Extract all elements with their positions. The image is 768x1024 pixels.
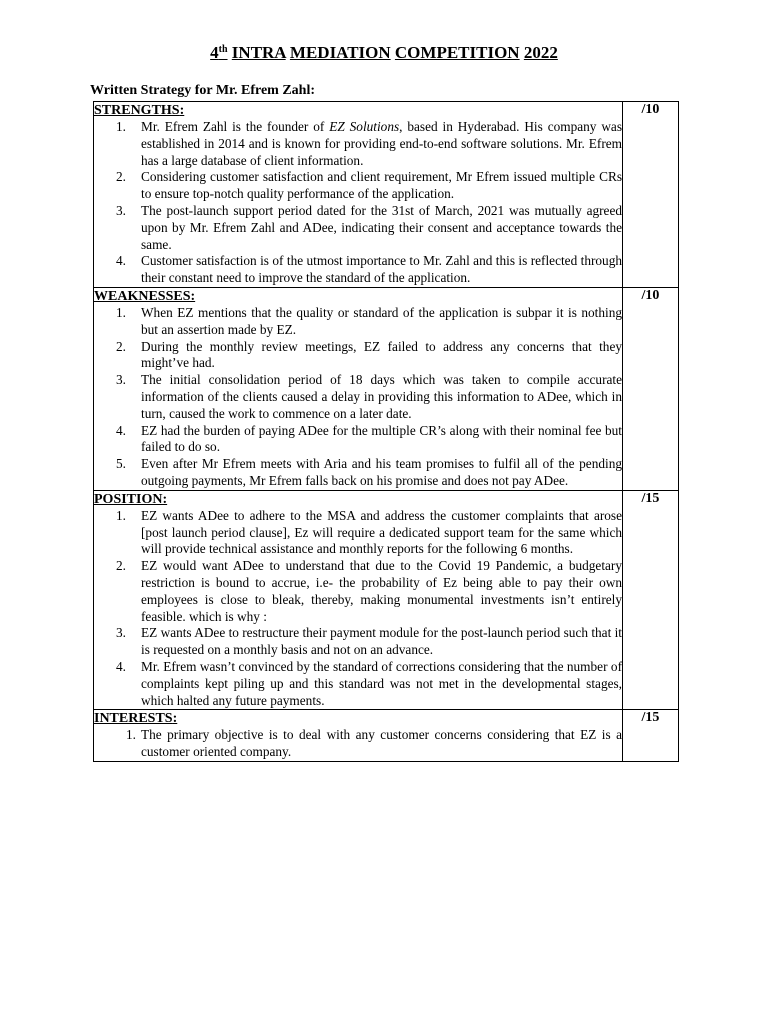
interests-score: /15 — [623, 710, 679, 762]
title-word-intra: INTRA — [231, 43, 286, 62]
position-row — [94, 490, 679, 710]
list-item: 3. The initial consolidation period of 18 days which was taken to compile accurate information of the clients caused a delay in providing this information to ADee, which in turn, caused the work to commence on a later date. — [116, 372, 622, 421]
position-content — [94, 490, 623, 710]
weaknesses-heading: WEAKNESSES: — [94, 288, 196, 304]
list-item: 2. During the monthly review meetings, EZ failed to address any concerns that they might’ve had. — [116, 338, 622, 371]
list-item: 1. EZ wants ADee to adhere to the MSA and address the customer complaints that arose [post launch period clause], Ez will require a dedicated support team for the same which will provide technical assistance and monthly reports for the following 6 months. — [116, 507, 622, 557]
list-item: 3. EZ wants ADee to restructure their payment module for the post-launch period such that it is requested on a monthly basis and not on an advance. — [116, 625, 622, 658]
interests-row — [94, 710, 679, 762]
weaknesses-content — [94, 287, 623, 490]
interests-heading: INTERESTS: — [94, 711, 178, 727]
strengths-heading: STRENGTHS: — [94, 103, 185, 118]
list-item: 1. When EZ mentions that the quality or standard of the application is subpar it is nothing but an assertion made by EZ. — [116, 304, 622, 337]
list-item: 5. Even after Mr Efrem meets with Aria and his team promises to fulfil all of the pending outgoing payments, Mr Efrem falls back on his promise and does not pay ADee. — [116, 456, 622, 488]
list-item: 4. Customer satisfaction is of the utmost importance to Mr. Zahl and this is reflected through their constant need to improve the standard of the application. — [116, 253, 622, 286]
document-title — [0, 41, 768, 65]
position-list — [94, 508, 622, 710]
title-year: 2022 — [523, 43, 558, 62]
interests-content — [94, 710, 623, 762]
strengths-row — [94, 102, 679, 288]
list-item: 2. EZ would want ADee to understand that due to the Covid 19 Pandemic, a budgetary restriction is bound to accrue, i.e- the probability of Ez being able to pay their own employees is close to bleak, thereby, making monumental investments isn’t entirely feasible. which is why : — [116, 558, 622, 624]
position-score: /15 — [623, 490, 679, 710]
strategy-table — [93, 101, 679, 762]
title-number: 4 — [210, 43, 219, 62]
list-item: 1. The primary objective is to deal with any customer concerns considering that EZ is a customer oriented company. — [126, 727, 622, 760]
list-item: 4. EZ had the burden of paying ADee for the multiple CR’s along with their nominal fee but failed to do so. — [116, 422, 622, 455]
list-item: 1. Mr. Efrem Zahl is the founder of EZ Solutions, based in Hyderabad. His company was established in 2014 and is known for providing end-to-end software solutions. Mr. Efrem has a large database of client information. — [116, 119, 623, 168]
list-item: 2. Considering customer satisfaction and client requirement, Mr Efrem issued multiple CRs to ensure top-notch quality performance of the application. — [116, 169, 622, 202]
position-heading: POSITION: — [94, 491, 168, 507]
weaknesses-score: /10 — [623, 287, 679, 490]
list-item: 3. The post-launch support period dated for the 31st of March, 2021 was mutually agreed upon by Mr. Efrem Zahl and ADee, indicating their consent and acceptance towards the same. — [116, 202, 622, 252]
list-item: 4. Mr. Efrem wasn’t convinced by the standard of corrections considering that the number of complaints kept piling up and this standard was not met in the developmental stages, which halted any future payments. — [116, 658, 622, 708]
strengths-list — [94, 119, 622, 287]
strengths-score: /10 — [623, 102, 679, 288]
weaknesses-row — [94, 287, 679, 490]
interests-list — [94, 727, 622, 761]
title-word-competition: COMPETITION — [394, 43, 520, 62]
strengths-content — [94, 102, 623, 288]
title-word-mediation: MEDIATION — [289, 43, 391, 62]
weaknesses-list — [94, 305, 622, 490]
document-subtitle: Written Strategy for Mr. Efrem Zahl: — [90, 83, 315, 98]
title-ordinal: th — [218, 44, 228, 55]
